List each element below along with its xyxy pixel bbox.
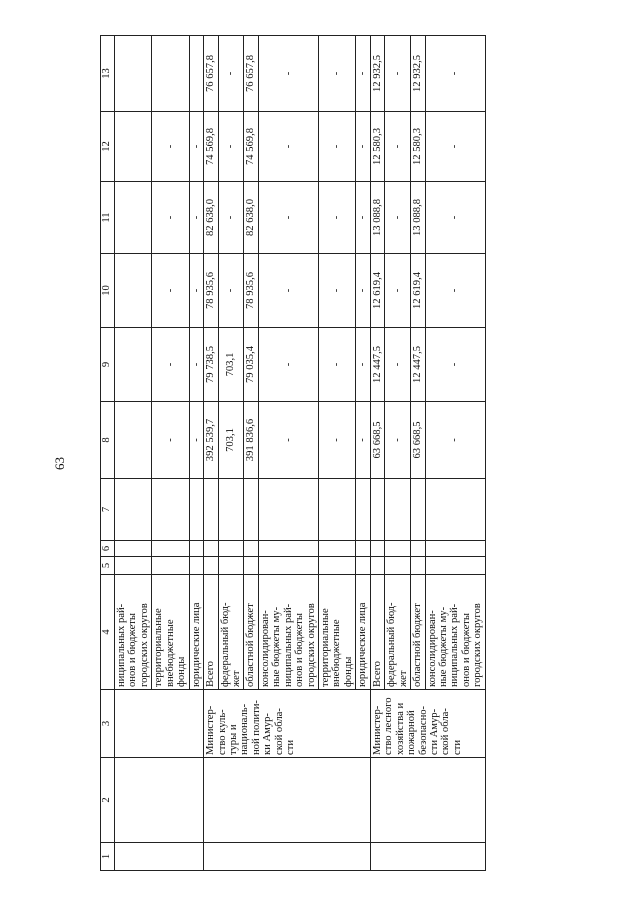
- value-cell: -: [218, 254, 244, 328]
- value-cell: -: [258, 112, 318, 182]
- value-cell: -: [218, 112, 244, 182]
- value-cell: -: [356, 36, 370, 112]
- value-cell: 12 619,4: [370, 254, 384, 328]
- value-cell: [204, 479, 218, 541]
- value-cell: [356, 479, 370, 541]
- value-cell: -: [218, 36, 244, 112]
- source-cell: федеральный бюд- жет: [385, 575, 411, 690]
- value-cell: -: [385, 402, 411, 479]
- header-cell: 3: [101, 690, 115, 758]
- value-cell: -: [356, 402, 370, 479]
- source-cell: территориальные внебюджетные фонды: [319, 575, 356, 690]
- value-cell: 12 580,3: [411, 112, 425, 182]
- value-cell: [152, 479, 189, 541]
- value-cell: [356, 557, 370, 575]
- source-cell: консолидирован- ные бюджеты му- ниципальных рай- онов и бюджеты городских округов: [258, 575, 318, 690]
- value-cell: -: [258, 402, 318, 479]
- page-number: 63: [52, 457, 67, 470]
- budget-table: [100, 35, 486, 871]
- source-cell: Всего: [204, 575, 218, 690]
- value-cell: 12 447,5: [411, 328, 425, 402]
- value-cell: [152, 541, 189, 557]
- value-cell: 12 619,4: [411, 254, 425, 328]
- value-cell: -: [356, 112, 370, 182]
- value-cell: -: [385, 112, 411, 182]
- value-cell: -: [385, 182, 411, 254]
- executor-cell: [115, 690, 204, 758]
- header-cell: 1: [101, 843, 115, 871]
- table-row: [204, 36, 218, 871]
- value-cell: 12 447,5: [370, 328, 384, 402]
- value-cell: 13 088,8: [411, 182, 425, 254]
- header-cell: 9: [101, 328, 115, 402]
- value-cell: 63 668,5: [370, 402, 384, 479]
- value-cell: -: [425, 402, 485, 479]
- value-cell: -: [356, 254, 370, 328]
- value-cell: [115, 328, 152, 402]
- value-cell: -: [152, 254, 189, 328]
- value-cell: [425, 557, 485, 575]
- value-cell: -: [189, 182, 203, 254]
- value-cell: -: [189, 328, 203, 402]
- value-cell: [356, 541, 370, 557]
- value-cell: -: [152, 112, 189, 182]
- source-cell: ниципальных рай- онов и бюджеты городских округов: [115, 575, 152, 690]
- value-cell: 79 035,4: [244, 328, 258, 402]
- header-cell: 10: [101, 254, 115, 328]
- table-row: [115, 36, 152, 871]
- source-cell: консолидирован- ные бюджеты му- ниципальных рай- онов и бюджеты городских округов: [425, 575, 485, 690]
- value-cell: -: [258, 182, 318, 254]
- header-cell: 11: [101, 182, 115, 254]
- value-cell: -: [258, 328, 318, 402]
- header-row: [101, 36, 115, 871]
- value-cell: 76 657,8: [244, 36, 258, 112]
- value-cell: [152, 557, 189, 575]
- value-cell: 703,1: [218, 402, 244, 479]
- col-1-cell: [204, 843, 371, 871]
- value-cell: [244, 541, 258, 557]
- value-cell: -: [385, 328, 411, 402]
- value-cell: [218, 479, 244, 541]
- value-cell: -: [385, 254, 411, 328]
- value-cell: [152, 36, 189, 112]
- value-cell: [115, 557, 152, 575]
- value-cell: 392 539,7: [204, 402, 218, 479]
- value-cell: 74 569,8: [204, 112, 218, 182]
- value-cell: [411, 541, 425, 557]
- value-cell: [258, 557, 318, 575]
- value-cell: -: [385, 36, 411, 112]
- value-cell: 63 668,5: [411, 402, 425, 479]
- source-cell: федеральный бюд- жет: [218, 575, 244, 690]
- header-cell: 6: [101, 541, 115, 557]
- header-cell: 2: [101, 758, 115, 843]
- value-cell: [370, 541, 384, 557]
- value-cell: -: [425, 36, 485, 112]
- col-2-cell: [370, 758, 485, 843]
- header-cell: 13: [101, 36, 115, 112]
- value-cell: 76 657,8: [204, 36, 218, 112]
- value-cell: -: [319, 36, 356, 112]
- value-cell: [385, 557, 411, 575]
- value-cell: -: [319, 182, 356, 254]
- table-body: [115, 36, 486, 871]
- value-cell: -: [258, 36, 318, 112]
- value-cell: [385, 541, 411, 557]
- value-cell: -: [356, 182, 370, 254]
- value-cell: -: [425, 254, 485, 328]
- value-cell: [204, 557, 218, 575]
- value-cell: 79 738,5: [204, 328, 218, 402]
- source-cell: Всего: [370, 575, 384, 690]
- value-cell: [115, 479, 152, 541]
- value-cell: [258, 479, 318, 541]
- source-cell: областной бюджет: [244, 575, 258, 690]
- value-cell: [115, 254, 152, 328]
- value-cell: [319, 557, 356, 575]
- col-2-cell: [115, 758, 204, 843]
- value-cell: -: [152, 182, 189, 254]
- value-cell: [370, 557, 384, 575]
- value-cell: [370, 479, 384, 541]
- value-cell: -: [152, 328, 189, 402]
- col-1-cell: [370, 843, 485, 871]
- value-cell: [115, 402, 152, 479]
- value-cell: -: [319, 112, 356, 182]
- value-cell: -: [319, 254, 356, 328]
- value-cell: [319, 479, 356, 541]
- value-cell: -: [356, 328, 370, 402]
- value-cell: [258, 541, 318, 557]
- value-cell: [218, 541, 244, 557]
- value-cell: [385, 479, 411, 541]
- value-cell: -: [189, 402, 203, 479]
- value-cell: 391 836,6: [244, 402, 258, 479]
- value-cell: 12 932,5: [411, 36, 425, 112]
- value-cell: -: [258, 254, 318, 328]
- value-cell: -: [425, 328, 485, 402]
- value-cell: -: [218, 182, 244, 254]
- executor-cell: Министер- ство куль- туры и националь- ной полити- ки Амур- ской обла- сти: [204, 690, 371, 758]
- value-cell: 74 569,8: [244, 112, 258, 182]
- value-cell: [189, 557, 203, 575]
- value-cell: 703,1: [218, 328, 244, 402]
- value-cell: [189, 479, 203, 541]
- value-cell: 13 088,8: [370, 182, 384, 254]
- source-cell: территориальные внебюджетные фонды: [152, 575, 189, 690]
- value-cell: -: [425, 182, 485, 254]
- source-cell: юридические лица: [356, 575, 370, 690]
- value-cell: [425, 479, 485, 541]
- value-cell: [189, 541, 203, 557]
- source-cell: областной бюджет: [411, 575, 425, 690]
- value-cell: [244, 557, 258, 575]
- header-cell: 12: [101, 112, 115, 182]
- value-cell: -: [189, 112, 203, 182]
- value-cell: [204, 541, 218, 557]
- value-cell: 78 935,6: [204, 254, 218, 328]
- header-cell: 7: [101, 479, 115, 541]
- value-cell: [319, 541, 356, 557]
- value-cell: 12 932,5: [370, 36, 384, 112]
- value-cell: -: [319, 328, 356, 402]
- value-cell: [115, 112, 152, 182]
- col-1-cell: [115, 843, 204, 871]
- value-cell: 12 580,3: [370, 112, 384, 182]
- value-cell: [218, 557, 244, 575]
- header-cell: 5: [101, 557, 115, 575]
- col-2-cell: [204, 758, 371, 843]
- value-cell: 78 935,6: [244, 254, 258, 328]
- value-cell: [189, 36, 203, 112]
- table-row: [370, 36, 384, 871]
- source-cell: юридические лица: [189, 575, 203, 690]
- value-cell: [425, 541, 485, 557]
- value-cell: -: [189, 254, 203, 328]
- value-cell: -: [152, 402, 189, 479]
- value-cell: [115, 36, 152, 112]
- header-cell: 4: [101, 575, 115, 690]
- value-cell: 82 638,0: [204, 182, 218, 254]
- rotated-table-stage: [100, 56, 619, 871]
- executor-cell: Министер- ство лесного хозяйства и пожарной безопасно- сти Амур- ской обла- сти: [370, 690, 485, 758]
- header-cell: 8: [101, 402, 115, 479]
- value-cell: 82 638,0: [244, 182, 258, 254]
- value-cell: [411, 557, 425, 575]
- value-cell: -: [425, 112, 485, 182]
- value-cell: [115, 182, 152, 254]
- value-cell: [115, 541, 152, 557]
- value-cell: [411, 479, 425, 541]
- value-cell: -: [319, 402, 356, 479]
- value-cell: [244, 479, 258, 541]
